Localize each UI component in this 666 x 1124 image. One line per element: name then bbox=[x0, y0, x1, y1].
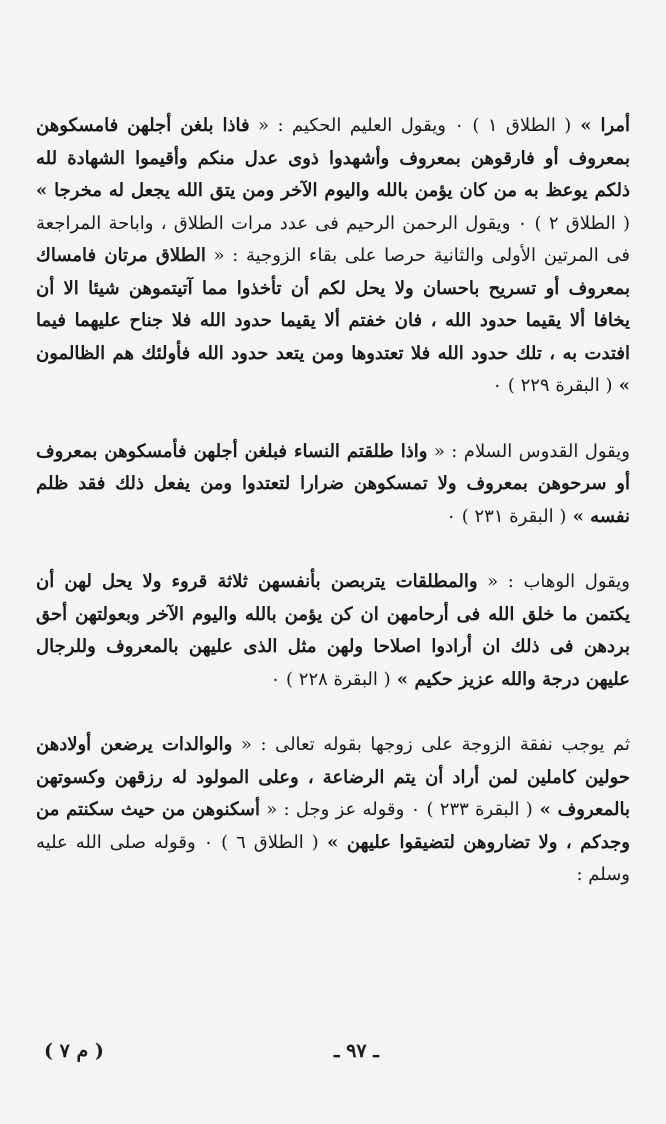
citation-text: ( البقرة ٢٢٩ ) ٠ bbox=[492, 375, 613, 396]
intro-text: ويقول الوهاب : « bbox=[477, 571, 630, 592]
citation-text: ( البقرة ٢٣٣ ) ٠ وقوله عز وجل : « bbox=[260, 799, 533, 820]
citation-text: ( الطلاق ١ ) ٠ ويقول العليم الحكيم : « bbox=[249, 115, 572, 136]
quran-text: والوالدات يرضعن أولادهن حولين كاملين لمن أراد أن يتم الرضاعة ، وعلى المولود له رزقهن وكسوتهن بالمعروف » bbox=[36, 734, 630, 820]
citation-text: ( البقرة ٢٣١ ) ٠ bbox=[446, 505, 567, 527]
citation-text: ( الطلاق ٢ ) ٠ ويقول الرحمن الرحيم فى عدد مرات الطلاق ، واباحة المراجعة فى المرتين الأولى والثانية حرصا على بقاء الزوجية : « bbox=[36, 212, 630, 266]
intro-text: ويقول القدوس السلام : « bbox=[427, 440, 630, 462]
quran-text: فاذا بلغن أجلهن فامسكوهن بمعروف أو فارقوهن بمعروف وأشهدوا ذوى عدل منكم وأقيموا الشهادة لله ذلكم يوعظ به من كان يؤمن بالله واليوم الآخر ومن يتق الله يجعل له مخرجا » bbox=[36, 115, 630, 201]
paragraph-2 bbox=[36, 436, 630, 534]
paragraph-1 bbox=[36, 110, 630, 403]
intro-text: ثم يوجب نفقة الزوجة على زوجها بقوله تعالى : « bbox=[232, 734, 630, 755]
paragraph-3 bbox=[36, 566, 630, 696]
quran-text: أمرا » bbox=[571, 115, 631, 136]
page-number: ـ ٩٧ ـ bbox=[334, 1040, 379, 1062]
quran-text: واذا طلقتم النساء فبلغن أجلهن فأمسكوهن بمعروف أو سرحوهن بمعروف ولا تمسكوهن ضرارا لتعتدوا ومن يفعل ذلك فقد ظلم نفسه » bbox=[36, 440, 630, 527]
quran-text: والمطلقات يتربصن بأنفسهن ثلاثة قروء ولا يحل لهن أن يكتمن ما خلق الله فى أرحامهن ان كن يؤمن بالله واليوم الآخر وبعولتهن أحق بردهن فى ذلك ان أرادوا اصلاحا ولهن مثل الذى عليهن بالمعروف وللرجال عليهن درجة والله عزيز حكيم » bbox=[36, 571, 630, 690]
citation-text: ( البقرة ٢٢٨ ) ٠ bbox=[270, 668, 391, 690]
page-footer bbox=[44, 1040, 606, 1070]
quran-text: أسكنوهن من حيث سكنتم من وجدكم ، ولا تضاروهن لتضيقوا عليهن » bbox=[36, 799, 630, 853]
quran-text: الطلاق مرتان فامساك بمعروف أو تسريح باحسان ولا يحل لكم أن تأخذوا مما آتيتموهن شيئا الا أن يخافا ألا يقيما حدود الله ، فان خفتم ألا يقيما حدود الله فلا جناح عليهما فيما افتدت به ، تلك حدود الله فلا تعتدوها ومن يتعد حدود الله فأولئك هم الظالمون » bbox=[36, 245, 630, 396]
paragraph-4 bbox=[36, 729, 630, 892]
signature-ref: ( م ٧ ) bbox=[44, 1040, 104, 1062]
citation-text: ( الطلاق ٦ ) ٠ وقوله صلى الله عليه وسلم : bbox=[36, 831, 630, 885]
